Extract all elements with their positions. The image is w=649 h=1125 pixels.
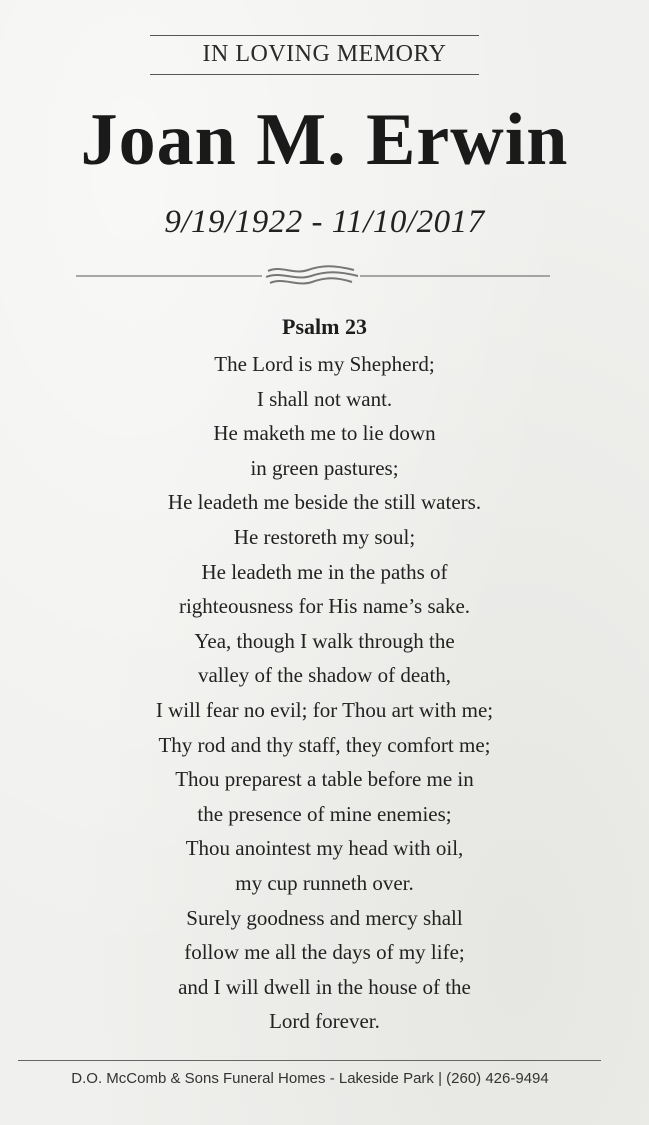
- footer-rule: [18, 1060, 601, 1061]
- psalm-line: Thou preparest a table before me in: [175, 767, 474, 792]
- psalm-line: follow me all the days of my life;: [184, 940, 465, 965]
- wave-ornament-icon: [266, 266, 358, 283]
- psalm-line: in green pastures;: [250, 455, 399, 480]
- psalm-line: valley of the shadow of death,: [197, 663, 452, 688]
- psalm-line: He leadeth me beside the still waters.: [167, 490, 482, 515]
- psalm-line: Lord forever.: [269, 1009, 380, 1034]
- psalm-line: He leadeth me in the paths of: [201, 559, 448, 584]
- funeral-home-footer: D.O. McComb & Sons Funeral Homes - Lakeside Park | (260) 426-9494: [71, 1070, 549, 1087]
- psalm-line: my cup runneth over.: [235, 870, 414, 895]
- psalm-line: He maketh me to lie down: [213, 421, 436, 446]
- psalm-line: Thy rod and thy staff, they comfort me;: [158, 732, 491, 757]
- in-loving-memory-heading: IN LOVING MEMORY: [202, 41, 447, 67]
- psalm-line: Yea, though I walk through the: [194, 628, 455, 653]
- psalm-line: Surely goodness and mercy shall: [186, 905, 463, 930]
- psalm-line: and I will dwell in the house of the: [178, 974, 471, 999]
- ornamental-divider: [76, 262, 550, 292]
- header-bottom-rule: [150, 74, 479, 75]
- deceased-name: Joan M. Erwin: [80, 99, 569, 181]
- life-dates: 9/19/1922 - 11/10/2017: [164, 204, 485, 240]
- psalm-line: The Lord is my Shepherd;: [214, 352, 435, 376]
- psalm-text: [0, 347, 649, 1039]
- psalm-line: He restoreth my soul;: [233, 524, 416, 549]
- psalm-line: I will fear no evil; for Thou art with me;: [155, 697, 494, 722]
- psalm-title: Psalm 23: [282, 314, 367, 339]
- psalm-line: the presence of mine enemies;: [197, 801, 452, 826]
- psalm-line: Thou anointest my head with oil,: [185, 836, 464, 861]
- psalm-line: righteousness for His name’s sake.: [178, 594, 471, 619]
- psalm-line: I shall not want.: [256, 386, 393, 411]
- header-top-rule: [150, 35, 479, 36]
